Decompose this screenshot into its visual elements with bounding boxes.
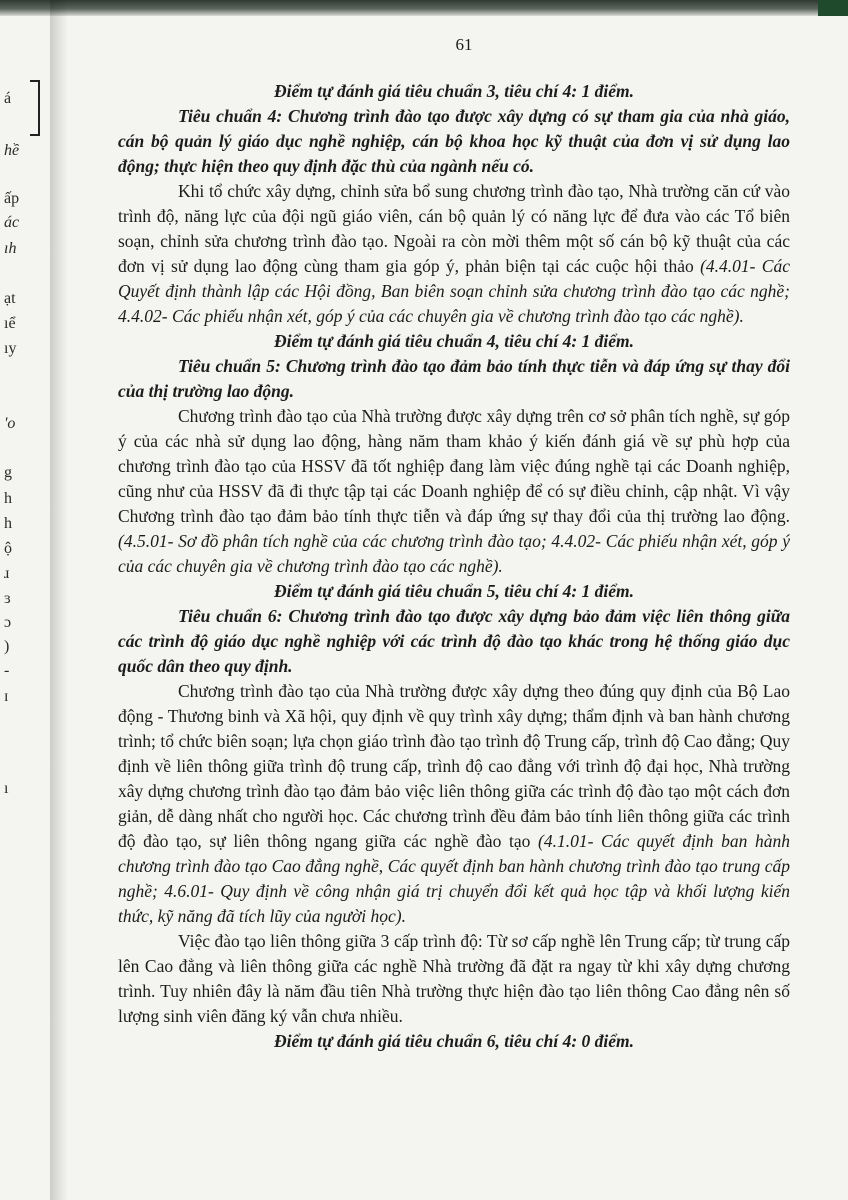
margin-fragment: á [4,90,12,107]
margin-fragment: ác [4,214,20,231]
body-paragraph [118,929,790,1029]
margin-fragment: ıh [4,240,17,257]
evidence-reference: (4.1.01- Các quyết định ban hành chương trình đào tạo Cao đẳng nghề, Các quyết định ban hành chương trình đào tạo trung cấp nghề; 4.6.01- Quy định về công nhận giá trị chuyển đổi kết quả học tập và khối lượng kiến thức, kỹ năng đã tích lũy của người học). [118,831,790,926]
scan-top-edge [0,0,848,16]
body-text: Khi tổ chức xây dựng, chỉnh sửa bổ sung chương trình đào tạo, Nhà trường căn cứ vào trình độ, năng lực của đội ngũ giáo viên, cán bộ quản lý có năng lực để đưa vào các Tổ biên soạn, chỉnh sửa chương trình đào tạo. Ngoài ra còn mời thêm một số cán bộ kỹ thuật của các đơn vị sử dụng lao động cùng tham gia góp ý, phản biện tại các cuộc hội thảo [118,181,790,276]
body-text: Chương trình đào tạo của Nhà trường được xây dựng theo đúng quy định của Bộ Lao động - Thương binh và Xã hội, quy định về quy trình xây dựng; thẩm định và ban hành chương trình; tổ chức biên soạn; lựa chọn giáo trình đào tạo trình độ Trung cấp, trình độ Cao đẳng; Quy định về liên thông giữa trình độ trung cấp, trình độ cao đẳng với trình độ đại học, Nhà trường xây dựng chương trình đào tạo đảm bảo việc liên thông giữa các trình độ đào tạo một cách đơn giản, dễ dàng nhất cho người học. Các chương trình đều đảm bảo tính liên thông giữa các trình độ đào tạo, sự liên thông ngang giữa các nghề đào tạo [118,681,790,851]
margin-fragment: - [4,662,10,679]
margin-fragment: g [4,464,12,481]
previous-page-margin [0,0,56,1200]
margin-bracket [30,80,40,136]
margin-fragment: ıy [4,340,17,357]
score-line: Điểm tự đánh giá tiêu chuẩn 3, tiêu chí 4: 1 điểm. [273,81,635,101]
margin-fragment: ) [4,638,10,655]
page-number: 61 [455,35,473,54]
margin-fragment: ɹ [4,565,10,582]
body-paragraph [118,179,790,329]
body-text: Việc đào tạo liên thông giữa 3 cấp trình độ: Từ sơ cấp nghề lên Trung cấp; từ trung cấp lên Cao đẳng và liên thông giữa các nghề Nhà trường đã đặt ra ngay từ khi xây dựng chương trình. Tuy nhiên đây là năm đầu tiên Nhà trường thực hiện đào tạo liên thông Cao đẳng nên số lượng sinh viên đăng ký vẫn chưa nhiều. [118,931,790,1026]
body-paragraph [118,404,790,579]
score-line: Điểm tự đánh giá tiêu chuẩn 5, tiêu chí 4: 1 điểm. [273,581,635,601]
margin-fragment: ıể [4,315,16,332]
standard-heading: Tiêu chuẩn 4: Chương trình đào tạo được xây dựng có sự tham gia của nhà giáo, cán bộ quản lý giáo dục nghề nghiệp, cán bộ khoa học kỹ thuật của đơn vị sử dụng lao động; thực hiện theo quy định đặc thù của ngành nếu có. [118,106,790,176]
margin-fragment: ấp [4,190,20,207]
margin-fragment: hề [4,142,20,159]
margin-fragment: h [4,515,12,532]
standard-heading: Tiêu chuẩn 6: Chương trình đào tạo được xây dựng bảo đảm việc liên thông giữa các trình độ giáo dục nghề nghiệp với các trình độ đào tạo khác trong hệ thống giáo dục quốc dân theo quy định. [118,606,790,676]
score-line: Điểm tự đánh giá tiêu chuẩn 6, tiêu chí 4: 0 điểm. [273,1031,635,1051]
evidence-reference: (4.5.01- Sơ đồ phân tích nghề của các chương trình đào tạo; 4.4.02- Các phiếu nhận xét, góp ý của các chuyên gia về chương trình đào tạo các nghề). [118,531,790,576]
body-text: Chương trình đào tạo của Nhà trường được xây dựng trên cơ sở phân tích nghề, sự góp ý của các nhà sử dụng lao động, hàng năm tham khảo ý kiến đánh giá về sự phù hợp của chương trình đào tạo của HSSV đã tốt nghiệp đang làm việc đúng nghề tại các Doanh nghiệp, cũng như của HSSV đã đi thực tập tại các Doanh nghiệp để có sự điều chỉnh, cập nhật. Vì vậy Chương trình đào tạo đảm bảo tính thực tiễn và đáp ứng sự thay đổi của thị trường lao động. [118,406,790,526]
margin-fragment: ı [4,780,9,797]
margin-fragment: ɔ [4,614,12,631]
margin-fragment: ạt [4,290,16,307]
evidence-reference: (4.4.01- Các Quyết định thành lập các Hội đồng, Ban biên soạn chỉnh sửa chương trình đào tạo các nghề; 4.4.02- Các phiếu nhận xét, góp ý của các chuyên gia về chương trình đào tạo các nghề). [118,256,790,326]
standard-heading: Tiêu chuẩn 5: Chương trình đào tạo đảm bảo tính thực tiễn và đáp ứng sự thay đổi của thị trường lao động. [118,356,790,401]
margin-fragment: ɜ [4,590,11,607]
document-page [118,32,790,1054]
margin-fragment: ộ [4,540,12,557]
body-paragraph [118,679,790,929]
margin-fragment: 'o [4,415,16,432]
score-line: Điểm tự đánh giá tiêu chuẩn 4, tiêu chí 4: 1 điểm. [273,331,635,351]
margin-fragment: h [4,490,12,507]
scan-corner [818,0,848,16]
margin-fragment: ɪ [4,688,9,705]
